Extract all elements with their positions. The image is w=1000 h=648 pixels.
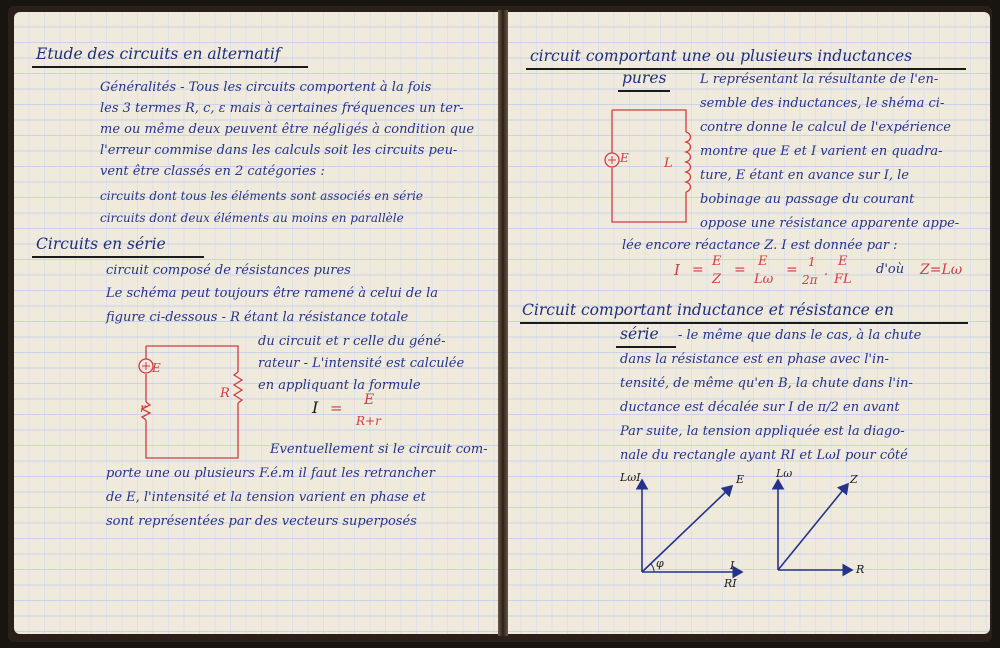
text-line: nale du rectangle ayant RI et LωI pour côté bbox=[620, 448, 908, 463]
right-heading-1b: pures bbox=[622, 69, 667, 87]
text-line: tensité, de même qu'en B, la chute dans l'in- bbox=[620, 376, 913, 391]
formula-equals: = bbox=[692, 262, 704, 278]
text-line: porte une ou plusieurs F.é.m il faut les retrancher bbox=[106, 466, 435, 481]
text-line: du circuit et r celle du géné- bbox=[258, 334, 446, 349]
angle-label: φ bbox=[656, 557, 664, 570]
formula-text: d'où bbox=[876, 262, 905, 277]
text-line: rateur - L'intensité est calculée bbox=[258, 356, 465, 371]
right-heading-2b: série bbox=[620, 325, 659, 343]
formula-e: E bbox=[712, 254, 722, 269]
circuit-label-source: E bbox=[152, 361, 161, 375]
vector-label: I bbox=[730, 559, 735, 572]
text-line: Généralités - Tous les circuits comportent à la fois bbox=[100, 80, 432, 95]
vector-label: E bbox=[736, 473, 745, 486]
text-line: dans la résistance est en phase avec l'in- bbox=[620, 352, 889, 367]
formula-equals: = bbox=[734, 262, 746, 278]
circuit-label-resistor: R bbox=[220, 386, 230, 401]
vector-label: Lω bbox=[776, 467, 793, 480]
text-line: montre que E et I varient en quadra- bbox=[700, 144, 943, 159]
vector-diagram-2 bbox=[778, 480, 852, 570]
text-line: de E, l'intensité et la tension varient en phase et bbox=[106, 490, 426, 505]
formula-z-equals: Z=Lω bbox=[920, 262, 963, 278]
text-line: me ou même deux peuvent être négligés à condition que bbox=[100, 122, 475, 137]
text-line: ture, E étant en avance sur I, le bbox=[700, 168, 909, 183]
text-line: circuit composé de résistances pures bbox=[106, 263, 351, 278]
text-line: bobinage au passage du courant bbox=[700, 192, 915, 207]
vector-label: LωI bbox=[620, 471, 641, 484]
vector-diagram-1 bbox=[642, 480, 742, 572]
formula-numerator: E bbox=[364, 392, 375, 408]
text-line: L représentant la résultante de l'en- bbox=[700, 72, 939, 87]
formula-i: I bbox=[674, 261, 680, 279]
right-heading-1: circuit comportant une ou plusieurs inductances bbox=[530, 47, 913, 65]
text-line: Eventuellement si le circuit com- bbox=[270, 442, 488, 457]
text-line: sont représentées par des vecteurs superposés bbox=[106, 514, 417, 529]
formula-z: Z bbox=[712, 272, 722, 287]
text-line: Par suite, la tension appliquée est la diago- bbox=[620, 424, 905, 439]
text-line: circuits dont tous les éléments sont associés en série bbox=[100, 189, 424, 203]
text-line: en appliquant la formule bbox=[258, 378, 421, 393]
text-line: Le schéma peut toujours être ramené à celui de la bbox=[106, 286, 438, 301]
circuit-label-source: E bbox=[620, 151, 629, 165]
text-line: vent être classés en 2 catégories : bbox=[100, 164, 325, 179]
vector-label: R bbox=[856, 563, 865, 576]
text-line: circuits dont deux éléments au moins en parallèle bbox=[100, 211, 404, 225]
text-line: ductance est décalée sur I de π/2 en avant bbox=[620, 400, 900, 415]
formula-fl: FL bbox=[834, 272, 852, 287]
formula-twopi: 2π bbox=[802, 273, 818, 287]
left-heading-1: Etude des circuits en alternatif bbox=[36, 45, 281, 63]
formula-e: E bbox=[758, 254, 768, 269]
vector-label: Z bbox=[850, 473, 858, 486]
text-line: semble des inductances, le shéma ci- bbox=[700, 96, 945, 111]
formula-e: E bbox=[838, 254, 848, 269]
text-line: lée encore réactance Z. I est donnée par : bbox=[622, 238, 898, 253]
text-line: figure ci-dessous - R étant la résistance totale bbox=[106, 310, 409, 325]
text-line: les 3 termes R, c, ε mais à certaines fréquences un ter- bbox=[100, 101, 464, 116]
text-line: - le même que dans le cas, à la chute bbox=[678, 328, 922, 343]
formula-denominator: R+r bbox=[356, 414, 381, 428]
formula-equals: = bbox=[330, 399, 343, 417]
circuit-label-internal: r bbox=[140, 401, 146, 415]
formula-one: 1 bbox=[808, 255, 816, 269]
formula-dot: . bbox=[824, 264, 829, 279]
formula-equals: = bbox=[786, 262, 798, 278]
text-line: contre donne le calcul de l'expérience bbox=[700, 120, 951, 135]
right-heading-2: Circuit comportant inductance et résistance en bbox=[522, 301, 894, 319]
formula-lw: Lω bbox=[754, 272, 774, 287]
circuit-label-inductor: L bbox=[664, 156, 673, 171]
formula-current: I bbox=[312, 398, 319, 417]
left-heading-2: Circuits en série bbox=[36, 235, 166, 253]
text-line: oppose une résistance apparente appe- bbox=[700, 216, 960, 231]
vector-label: RI bbox=[724, 577, 737, 590]
series-circuit-diagram bbox=[139, 346, 242, 458]
text-line: l'erreur commise dans les calculs soit les circuits peu- bbox=[100, 143, 458, 158]
inductance-circuit-diagram bbox=[605, 110, 691, 222]
